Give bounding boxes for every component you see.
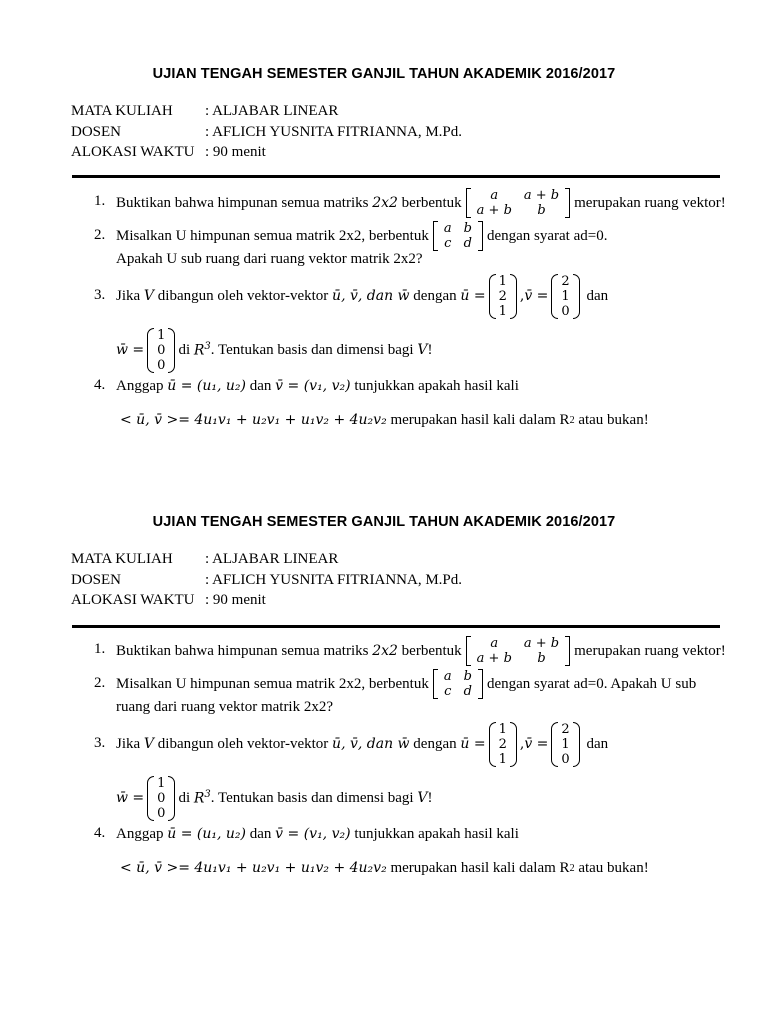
question-text: merupakan hasil kali dalam R (390, 859, 570, 876)
math-exponent: 2 (569, 862, 575, 874)
info-label: ALOKASI WAKTU (71, 144, 195, 160)
question-text: dengan (413, 287, 457, 304)
vector-entry: 0 (561, 751, 570, 767)
question-text: tunjukkan apakah hasil kali (354, 377, 519, 394)
math-R: $R^3$ (193, 341, 211, 359)
math-vectors: ū, v̄, dan w̄ (332, 736, 410, 752)
info-value: : AFLICH YUSNITA FITRIANNA, M.Pd. (205, 123, 463, 140)
math-V: V (417, 790, 428, 806)
math-R: $R^3$ (193, 789, 211, 807)
question-text: . Tentukan basis dan dimensi bagi (210, 341, 414, 358)
question-text: dibangun oleh vektor-vektor (157, 287, 329, 304)
math-v-eq: v̄ = (524, 288, 549, 304)
matrix-cell: b (463, 669, 472, 684)
math-w-eq: w̄ = (116, 342, 145, 358)
vector-u (489, 274, 517, 319)
vector-entry: 0 (561, 303, 570, 319)
vector-entry: 1 (498, 273, 507, 289)
info-row-lecturer (0, 122, 768, 143)
info-value: : ALJABAR LINEAR (205, 551, 339, 567)
math-V: V (417, 342, 428, 358)
question-text: Jika (116, 735, 141, 752)
question-text: . Tentukan basis dan dimensi bagi (210, 789, 414, 806)
question-text: Anggap (116, 377, 164, 394)
question-text: dibangun oleh vektor-vektor (157, 735, 329, 752)
info-label: MATA KULIAH (71, 551, 173, 567)
vector-entry: 1 (561, 736, 570, 752)
math-V: V (143, 288, 155, 304)
question-text-cont: ruang dari ruang vektor matrik 2x2? (116, 699, 334, 715)
question-number: 2. (94, 227, 106, 243)
math-u-eq: ū = (460, 288, 486, 304)
question-text: Anggap (116, 825, 164, 842)
exam-sheet-1: UJIAN TENGAH SEMESTER GANJIL TAHUN AKADEMIK 2016/2017 MATA KULIAH : ALJABAR LINEAR DOSEN : AFLICH YUSNITA FITRIANNA, M.Pd. ALOKASI WAKTU : 90 menit 1. Buktikan bahwa himpunan semua matriks 2x2 berbentuk a a + b a + b b merupakan ruang vektor! 2. Misalkan U himpunan semua matrik 2x2, berbentuk a b c d dengan syarat ad=0. Apakah U sub ruang dari ruang vektor matrik 2x2? 3. Jika V dibangun oleh vektor-vektor ū, v̄, dan w̄ dengan ū = 1 2 1 , v̄ = 2 1 0 dan w̄ = 1 0 0 di $R^3$ . Tentukan basis dan dimensi bagi V ! 4. Anggap ū = (u₁, u₂) dan v̄ = (v₁, v₂) tunjukkan apakah hasil kali < ū, v̄ >= 4u₁v₁ + u₂v₁ + u₁v₂ + 4u₂v₂ merupakan hasil kali dalam R 2 atau bukan! (0, 62, 768, 163)
question-text: di (178, 341, 191, 358)
matrix-2x2 (466, 188, 570, 218)
question-text: dengan syarat ad=0. Apakah U sub (486, 675, 697, 692)
vector-entry: 1 (157, 775, 166, 791)
question-text: Buktikan bahwa himpunan semua matriks (116, 642, 369, 659)
question-text: ! (427, 341, 433, 358)
info-label: DOSEN (71, 123, 122, 140)
vector-entry: 0 (157, 805, 166, 821)
info-row-time (0, 142, 768, 163)
math-V: V (143, 736, 155, 752)
info-row-course (0, 101, 768, 122)
question-text: merupakan hasil kali dalam R (390, 411, 570, 428)
vector-u (489, 722, 517, 767)
question-number: 4. (94, 377, 106, 393)
question-text: dan (249, 825, 272, 842)
vector-entry: 1 (498, 721, 507, 737)
matrix-cell: a (490, 188, 499, 203)
exam-sheet-2: UJIAN TENGAH SEMESTER GANJIL TAHUN AKADEMIK 2016/2017 MATA KULIAH : ALJABAR LINEAR DOSEN : AFLICH YUSNITA FITRIANNA, M.Pd. ALOKASI WAKTU : 90 menit 1. Buktikan bahwa himpunan semua matriks 2x2 berbentuk a a + b a + b b merupakan ruang vektor! 2. Misalkan U himpunan semua matrik 2x2, berbentuk a b c d dengan syarat ad=0. Apakah U sub ruang dari ruang vektor matrik 2x2? 3. Jika V dibangun oleh vektor-vektor ū, v̄, dan w̄ dengan ū = 1 2 1 , v̄ = 2 1 0 dan w̄ = 1 0 0 di $R^3$ . Tentukan basis dan dimensi bagi V ! 4. Anggap ū = (u₁, u₂) dan v̄ = (v₁, v₂) tunjukkan apakah hasil kali < ū, v̄ >= 4u₁v₁ + u₂v₁ + u₁v₂ + 4u₂v₂ merupakan hasil kali dalam R 2 atau bukan! (0, 510, 768, 611)
matrix-cell: a + b (523, 636, 560, 651)
question-text: dengan syarat ad=0. (486, 227, 608, 244)
divider-rule (72, 175, 720, 178)
matrix-cell: b (537, 203, 546, 218)
info-label: DOSEN (71, 571, 122, 588)
matrix-cell: d (463, 684, 472, 699)
question-text: tunjukkan apakah hasil kali (354, 825, 519, 842)
question-text: merupakan ruang vektor! (574, 642, 726, 659)
question-text: berbentuk (401, 194, 462, 211)
info-row-course (0, 549, 768, 570)
question-text: dengan (413, 735, 457, 752)
math-formula: < ū, v̄ >= 4u₁v₁ + u₂v₁ + u₁v₂ + 4u₂v₂ (120, 412, 387, 428)
matrix-2x2 (433, 221, 483, 251)
matrix-cell: a (443, 669, 452, 684)
vector-v (551, 274, 579, 319)
matrix-cell: a + b (476, 651, 512, 666)
question-text: Misalkan U himpunan semua matrik 2x2, berbentuk (116, 227, 429, 244)
math-u-eq: ū = (460, 736, 486, 752)
info-value: : AFLICH YUSNITA FITRIANNA, M.Pd. (205, 571, 463, 588)
vector-entry: 0 (157, 342, 166, 358)
math-formula: < ū, v̄ >= 4u₁v₁ + u₂v₁ + u₁v₂ + 4u₂v₂ (120, 860, 387, 876)
info-row-lecturer (0, 570, 768, 591)
question-number: 1. (94, 641, 106, 657)
vector-entry: 2 (498, 288, 507, 304)
matrix-cell: a (490, 636, 499, 651)
vector-entry: 2 (561, 273, 570, 289)
vector-w (147, 776, 175, 821)
info-value: : 90 menit (205, 592, 266, 608)
matrix-cell: d (463, 236, 472, 251)
math-u-def: ū = (u₁, u₂) (167, 826, 246, 842)
question-text: Misalkan U himpunan semua matrik 2x2, berbentuk (116, 675, 429, 692)
math-v-eq: v̄ = (524, 736, 549, 752)
question-text-cont: Apakah U sub ruang dari ruang vektor matrik 2x2? (116, 251, 423, 267)
math-v-def: v̄ = (v₁, v₂) (275, 378, 351, 394)
vector-entry: 1 (498, 751, 507, 767)
matrix-2x2 (433, 669, 483, 699)
question-number: 3. (94, 287, 106, 303)
vector-entry: 1 (498, 303, 507, 319)
question-number: 2. (94, 675, 106, 691)
math-u-def: ū = (u₁, u₂) (167, 378, 246, 394)
matrix-cell: a + b (523, 188, 560, 203)
info-label: MATA KULIAH (71, 103, 173, 119)
matrix-2x2 (466, 636, 570, 666)
question-number: 3. (94, 735, 106, 751)
question-text: Buktikan bahwa himpunan semua matriks (116, 194, 369, 211)
matrix-cell: a + b (476, 203, 512, 218)
info-value: : ALJABAR LINEAR (205, 103, 339, 119)
exam-title: UJIAN TENGAH SEMESTER GANJIL TAHUN AKADEMIK 2016/2017 (152, 514, 616, 530)
question-text: atau bukan! (578, 859, 649, 876)
matrix-cell: c (444, 684, 452, 699)
exam-title: UJIAN TENGAH SEMESTER GANJIL TAHUN AKADEMIK 2016/2017 (152, 66, 616, 82)
exam-info (0, 101, 768, 163)
question-text: atau bukan! (578, 411, 649, 428)
info-label: ALOKASI WAKTU (71, 592, 195, 608)
math-size: 2x2 (372, 195, 398, 211)
question-text: merupakan ruang vektor! (574, 194, 726, 211)
vector-v (551, 722, 579, 767)
vector-entry: 1 (157, 327, 166, 343)
vector-entry: 0 (157, 357, 166, 373)
question-text: dan (586, 735, 609, 752)
matrix-cell: b (537, 651, 546, 666)
vector-entry: 2 (561, 721, 570, 737)
question-text: dan (249, 377, 272, 394)
matrix-cell: a (443, 221, 452, 236)
divider-rule (72, 625, 720, 628)
info-row-time (0, 590, 768, 611)
question-text: ! (427, 789, 433, 806)
math-vectors: ū, v̄, dan w̄ (332, 288, 410, 304)
math-w-eq: w̄ = (116, 790, 145, 806)
question-number: 1. (94, 193, 106, 209)
math-v-def: v̄ = (v₁, v₂) (275, 826, 351, 842)
matrix-cell: c (444, 236, 452, 251)
vector-entry: 2 (498, 736, 507, 752)
question-text: Jika (116, 287, 141, 304)
vector-entry: 1 (561, 288, 570, 304)
question-text: dan (586, 287, 609, 304)
question-text: di (178, 789, 191, 806)
question-number: 4. (94, 825, 106, 841)
math-size: 2x2 (372, 643, 398, 659)
question-text: berbentuk (401, 642, 462, 659)
vector-w (147, 328, 175, 373)
exam-info (0, 549, 768, 611)
info-value: : 90 menit (205, 144, 266, 160)
matrix-cell: b (463, 221, 472, 236)
math-exponent: 2 (569, 414, 575, 426)
vector-entry: 0 (157, 790, 166, 806)
